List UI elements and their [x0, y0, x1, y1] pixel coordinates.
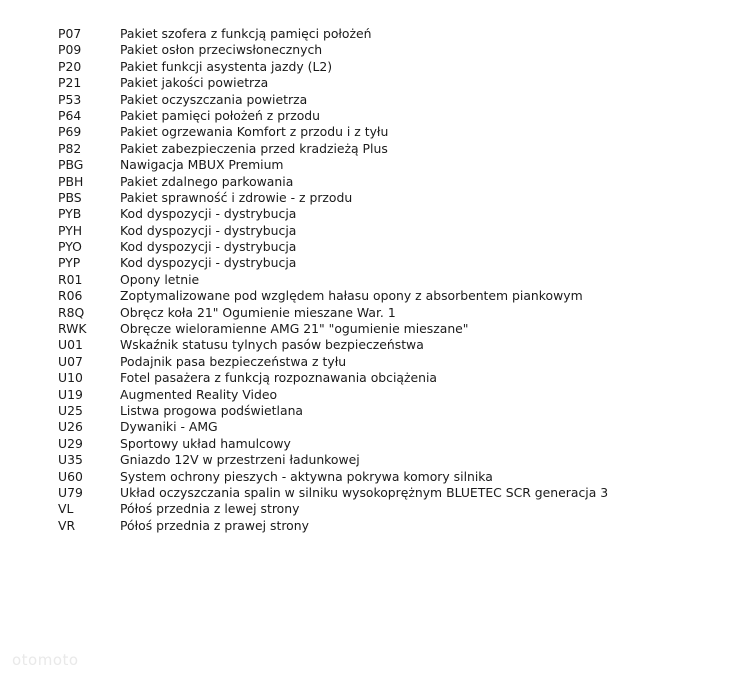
option-description: Kod dyspozycji - dystrybucja — [120, 255, 297, 271]
option-code: PBH — [58, 173, 84, 189]
option-code: R8Q — [58, 304, 85, 320]
equipment-code-row — [58, 157, 608, 173]
option-code: R01 — [58, 271, 83, 287]
equipment-code-row — [58, 370, 608, 386]
option-code: P07 — [58, 26, 82, 41]
equipment-code-row — [58, 501, 608, 517]
option-code: PBS — [58, 189, 82, 205]
option-code: U10 — [58, 370, 83, 386]
option-description: Augmented Reality Video — [120, 386, 278, 402]
equipment-code-row — [58, 518, 608, 534]
equipment-code-row — [58, 59, 608, 75]
option-description: Pakiet osłon przeciwsłonecznych — [120, 42, 323, 58]
option-code: R06 — [58, 288, 83, 304]
equipment-code-row — [58, 190, 608, 206]
equipment-code-row — [58, 272, 608, 288]
equipment-code-row — [58, 387, 608, 403]
option-code: RWK — [58, 321, 87, 337]
option-description: Podajnik pasa bezpieczeństwa z tyłu — [120, 353, 347, 369]
equipment-code-row — [58, 26, 608, 42]
option-description: Listwa progowa podświetlana — [120, 402, 304, 418]
option-code: PYO — [58, 239, 82, 255]
option-description: Zoptymalizowane pod względem hałasu opony z absorbentem piankowym — [120, 288, 583, 304]
equipment-code-row — [58, 108, 608, 124]
equipment-code-row — [58, 206, 608, 222]
equipment-code-row — [58, 124, 608, 140]
option-code: U01 — [58, 337, 83, 353]
option-description: Pakiet zdalnego parkowania — [120, 173, 294, 189]
option-code: U60 — [58, 468, 83, 484]
option-code: P53 — [58, 91, 82, 107]
option-description: Pakiet funkcji asystenta jazdy (L2) — [120, 58, 333, 74]
equipment-code-list — [58, 26, 608, 534]
option-code: PBG — [58, 157, 84, 173]
option-code: U35 — [58, 452, 83, 468]
option-description: Półoś przednia z lewej strony — [120, 501, 300, 517]
option-description: Półoś przednia z prawej strony — [120, 517, 309, 533]
equipment-code-row — [58, 75, 608, 91]
equipment-code-row — [58, 469, 608, 485]
option-code: PYB — [58, 206, 82, 222]
option-description: Sportowy układ hamulcowy — [120, 435, 291, 451]
option-description: Dywaniki - AMG — [120, 419, 218, 435]
option-code: VR — [58, 517, 76, 533]
option-description: Gniazdo 12V w przestrzeni ładunkowej — [120, 452, 360, 468]
equipment-code-row — [58, 174, 608, 190]
option-description: Nawigacja MBUX Premium — [120, 157, 284, 173]
option-description: Obręcze wieloramienne AMG 21" "ogumienie mieszane" — [120, 321, 469, 337]
equipment-code-row — [58, 436, 608, 452]
equipment-code-row — [58, 419, 608, 435]
option-description: Kod dyspozycji - dystrybucja — [120, 206, 297, 222]
equipment-code-row — [58, 354, 608, 370]
option-code: U25 — [58, 402, 83, 418]
watermark-logo: otomoto — [12, 651, 79, 669]
option-code: P09 — [58, 42, 82, 58]
option-description: System ochrony pieszych - aktywna pokrywa komory silnika — [120, 468, 493, 484]
option-description: Układ oczyszczania spalin w silniku wysokoprężnym BLUETEC SCR generacja 3 — [120, 484, 609, 500]
equipment-code-row — [58, 223, 608, 239]
equipment-code-row — [58, 42, 608, 58]
option-description: Pakiet pamięci położeń z przodu — [120, 107, 321, 123]
option-description: Pakiet jakości powietrza — [120, 75, 269, 91]
option-description: Obręcz koła 21" Ogumienie mieszane War. 1 — [120, 304, 396, 320]
option-code: VL — [58, 501, 74, 517]
option-description: Pakiet szofera z funkcją pamięci położeń — [120, 26, 372, 41]
option-code: PYP — [58, 255, 81, 271]
option-description: Pakiet ogrzewania Komfort z przodu i z tyłu — [120, 124, 389, 140]
option-code: P21 — [58, 75, 82, 91]
option-code: U07 — [58, 353, 83, 369]
option-description: Kod dyspozycji - dystrybucja — [120, 222, 297, 238]
equipment-code-row — [58, 452, 608, 468]
option-code: P82 — [58, 140, 82, 156]
option-code: P20 — [58, 58, 82, 74]
equipment-code-row — [58, 485, 608, 501]
equipment-code-row — [58, 239, 608, 255]
option-code: U79 — [58, 484, 83, 500]
equipment-code-row — [58, 337, 608, 353]
equipment-code-row — [58, 321, 608, 337]
equipment-code-row — [58, 255, 608, 271]
equipment-code-row — [58, 92, 608, 108]
option-description: Opony letnie — [120, 271, 200, 287]
option-description: Kod dyspozycji - dystrybucja — [120, 239, 297, 255]
option-code: P64 — [58, 107, 82, 123]
option-code: U26 — [58, 419, 83, 435]
option-description: Pakiet zabezpieczenia przed kradzieżą Plus — [120, 140, 388, 156]
option-description: Pakiet sprawność i zdrowie - z przodu — [120, 189, 353, 205]
option-code: U29 — [58, 435, 83, 451]
equipment-code-row — [58, 403, 608, 419]
equipment-code-row — [58, 305, 608, 321]
option-description: Pakiet oczyszczania powietrza — [120, 91, 308, 107]
option-description: Fotel pasażera z funkcją rozpoznawania obciążenia — [120, 370, 438, 386]
option-code: U19 — [58, 386, 83, 402]
option-code: PYH — [58, 222, 83, 238]
option-code: P69 — [58, 124, 82, 140]
option-description: Wskaźnik statusu tylnych pasów bezpieczeństwa — [120, 337, 424, 353]
equipment-code-row — [58, 141, 608, 157]
equipment-code-row — [58, 288, 608, 304]
